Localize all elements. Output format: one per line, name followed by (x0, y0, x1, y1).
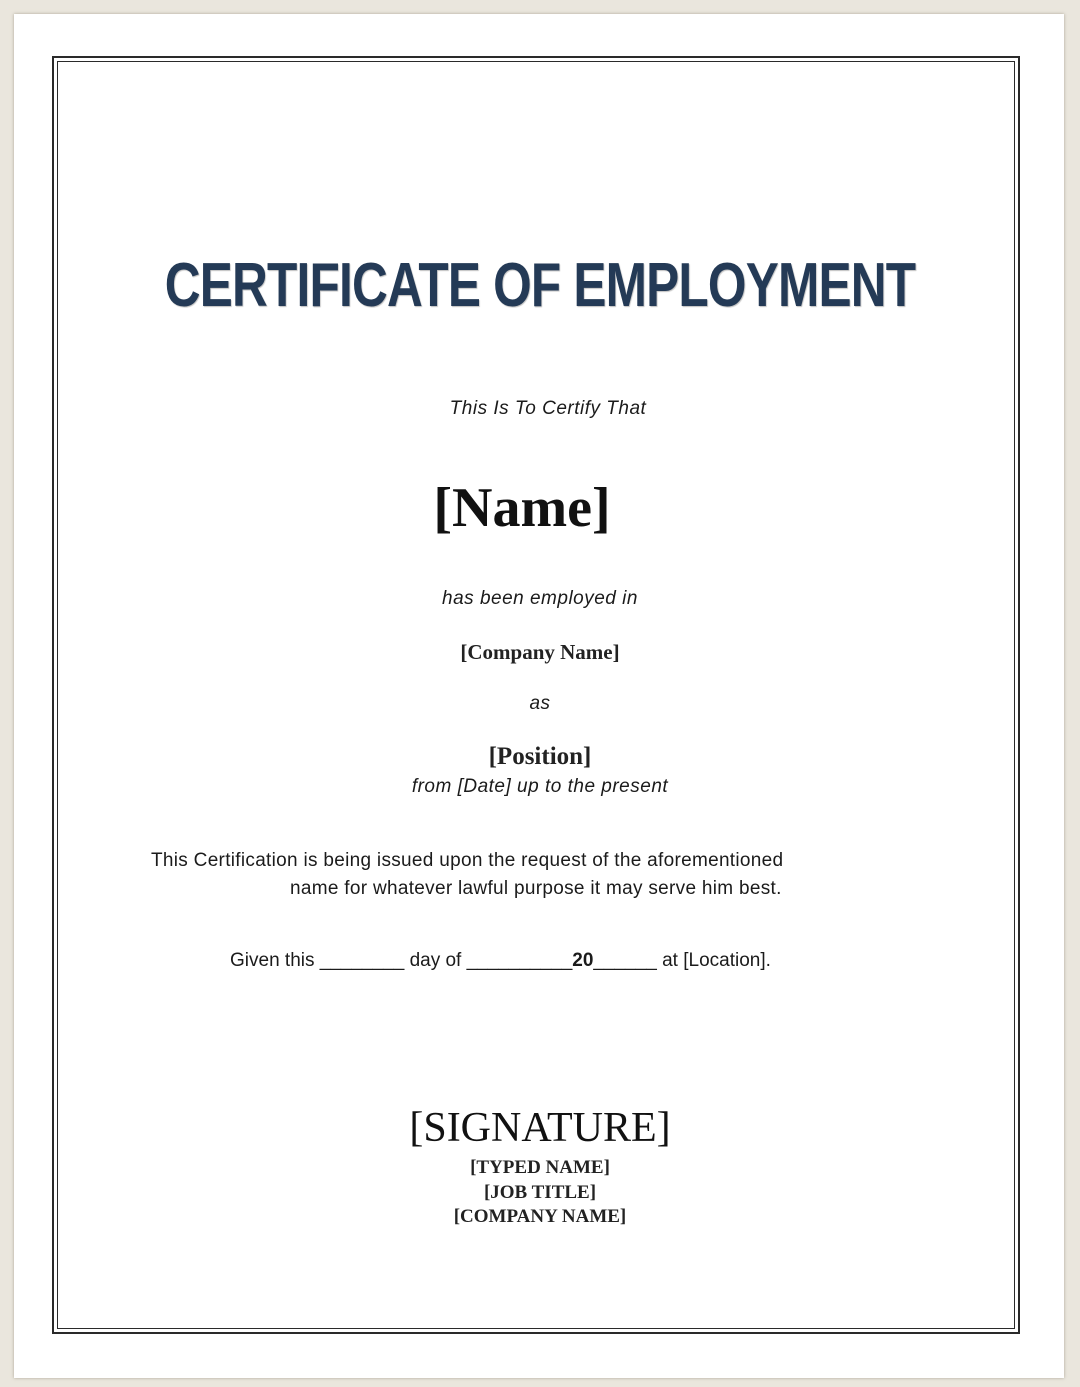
given-prefix: Given this ________ day of __________ (230, 950, 573, 971)
given-suffix: ______ at [Location]. (593, 950, 771, 971)
given-year: 20 (572, 950, 594, 971)
job-title-placeholder: [JOB TITLE] (483, 1182, 597, 1203)
employed-line: has been employed in (442, 588, 638, 609)
as-line: as (529, 693, 551, 714)
company-name-placeholder: [Company Name] (460, 640, 620, 664)
position-placeholder: [Position] (488, 743, 592, 770)
date-range-line: from [Date] up to the present (411, 776, 669, 797)
purpose-text-line-1: This Certification is being issued upon the request of the aforementioned (151, 850, 784, 871)
purpose-text-line-2: name for whatever lawful purpose it may serve him best. (290, 878, 782, 899)
signer-company-placeholder: [COMPANY NAME] (453, 1206, 627, 1227)
employee-name-placeholder: [Name] (433, 477, 611, 539)
given-date-line (230, 950, 771, 972)
certificate-title: CERTIFICATE OF EMPLOYMENT (164, 251, 916, 320)
typed-name-placeholder: [TYPED NAME] (470, 1157, 610, 1178)
signature-placeholder: [SIGNATURE] (409, 1105, 671, 1151)
certify-line: This Is To Certify That (449, 398, 647, 419)
